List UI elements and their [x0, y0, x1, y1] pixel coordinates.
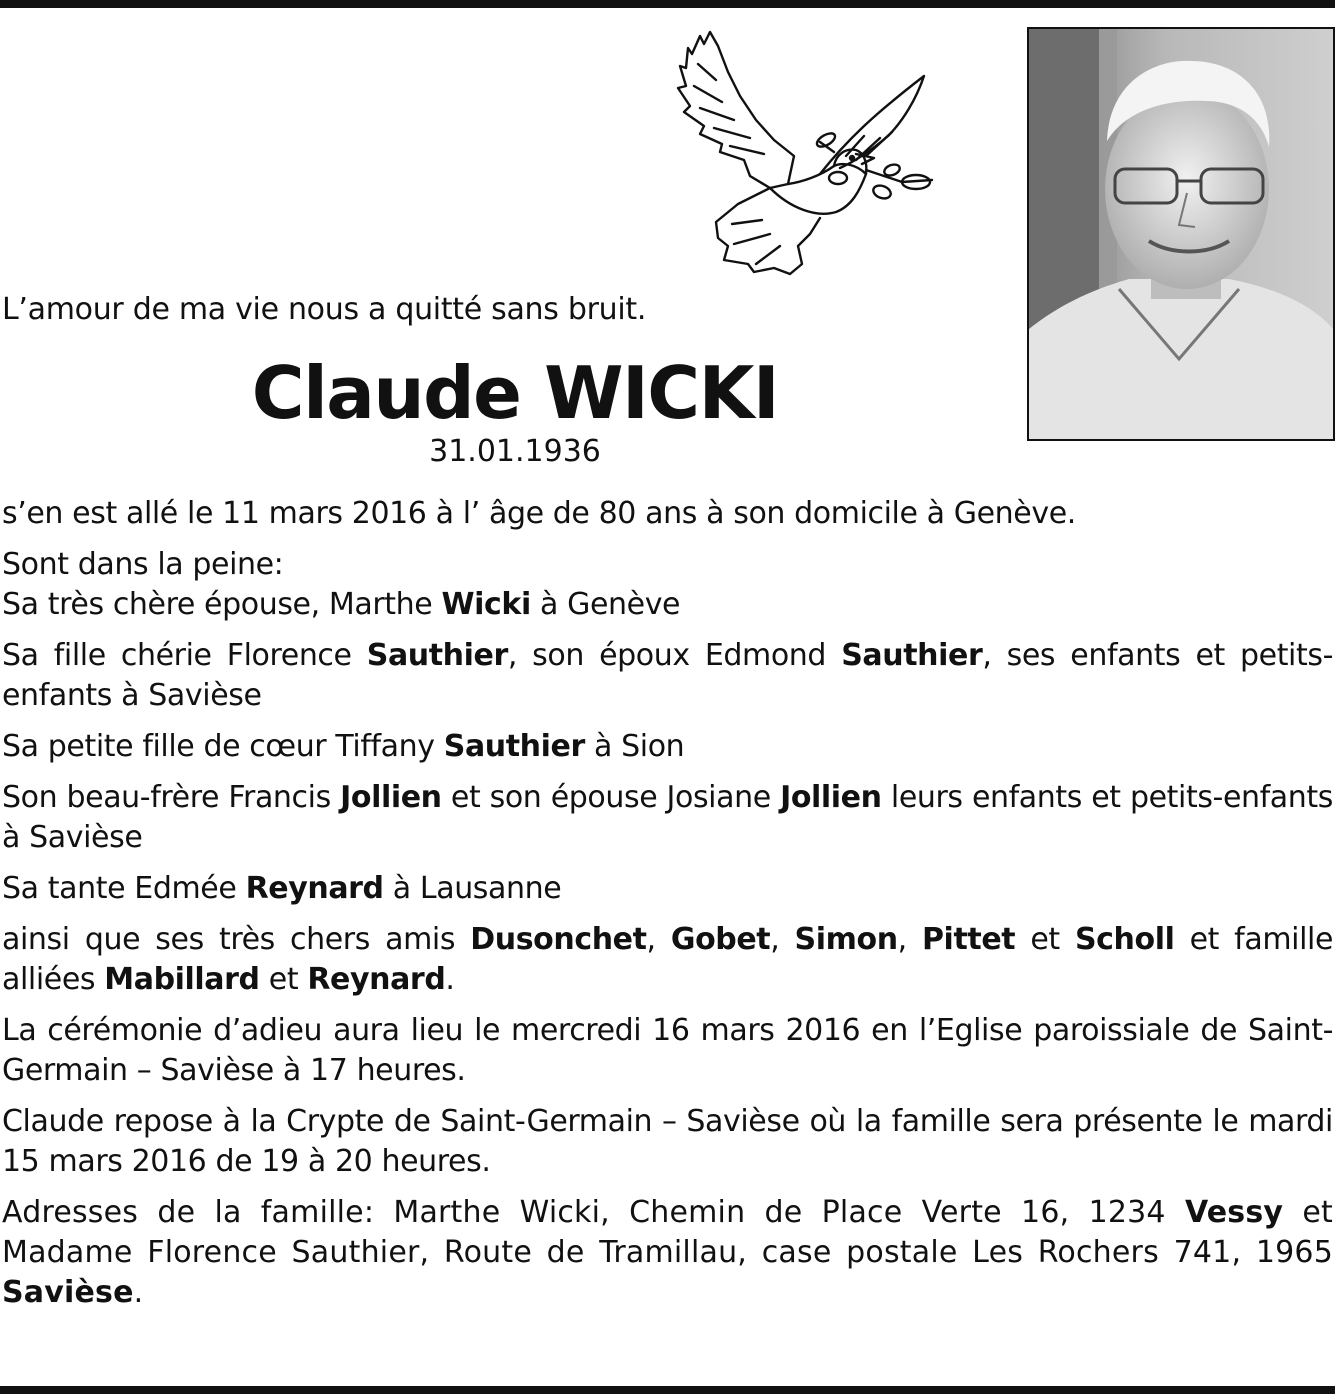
- mourner-friends: ainsi que ses très chers amis Dusonchet, Gobet, Simon, Pittet et Scholl et famille alliées Mabillard et Reynard.: [2, 922, 1334, 997]
- ceremony-details: La cérémonie d’adieu aura lieu le mercredi 16 mars 2016 en l’Eglise paroissiale de Saint-Germain – Savièse à 17 heures.: [2, 1013, 1333, 1088]
- mourner-aunt: Sa tante Edmée Reynard à Lausanne: [2, 871, 562, 906]
- dove-illustration: [670, 24, 945, 279]
- mourner-granddaughter: Sa petite fille de cœur Tiffany Sauthier à Sion: [2, 729, 685, 764]
- viewing-details: Claude repose à la Crypte de Saint-Germain – Savièse où la famille sera présente le mardi 15 mars 2016 de 19 à 20 heures.: [2, 1104, 1333, 1179]
- bottom-rule: [0, 1386, 1335, 1394]
- family-addresses: Adresses de la famille: Marthe Wicki, Chemin de Place Verte 16, 1234 Vessy et Madame Florence Sauthier, Route de Tramillau, case postale Les Rochers 741, 1965 Savièse.: [2, 1195, 1333, 1310]
- top-rule: [0, 0, 1335, 8]
- mourner-brother-in-law: Son beau-frère Francis Jollien et son épouse Josiane Jollien leurs enfants et petits-enfants à Savièse: [2, 780, 1333, 855]
- mourner-spouse: Sa très chère épouse, Marthe Wicki à Genève: [2, 587, 681, 622]
- mourner-daughter: Sa fille chérie Florence Sauthier, son époux Edmond Sauthier, ses enfants et petits-enfants à Savièse: [2, 638, 1334, 713]
- death-announcement: s’en est allé le 11 mars 2016 à l’ âge de 80 ans à son domicile à Genève.: [2, 496, 1076, 531]
- deceased-name: Claude WICKI: [251, 351, 779, 435]
- opening-quote: L’amour de ma vie nous a quitté sans bruit.: [2, 292, 647, 327]
- notice-body: [2, 494, 1333, 1324]
- mourners-intro: Sont dans la peine:: [2, 547, 284, 582]
- portrait-photo: [1027, 27, 1335, 441]
- birth-date: 31.01.1936: [429, 434, 601, 469]
